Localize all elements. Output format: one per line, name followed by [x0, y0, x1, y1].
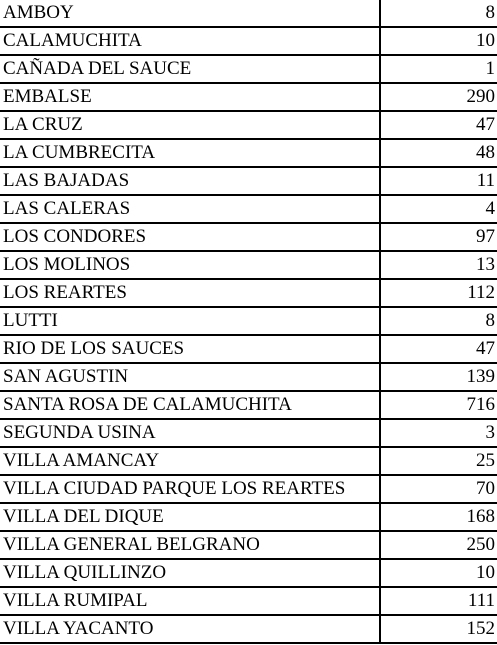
- table-row: [0, 335, 497, 363]
- locality-count-cell[interactable]: 47: [380, 335, 497, 363]
- table-row: [0, 251, 497, 279]
- table-row: [0, 139, 497, 167]
- locality-name-cell[interactable]: CALAMUCHITA: [0, 27, 380, 55]
- locality-count-cell[interactable]: 1: [380, 55, 497, 83]
- locality-name-cell[interactable]: EMBALSE: [0, 83, 380, 111]
- locality-name-cell[interactable]: VILLA AMANCAY: [0, 447, 380, 475]
- table-row: [0, 55, 497, 83]
- locality-name-cell[interactable]: VILLA GENERAL BELGRANO: [0, 531, 380, 559]
- table-row: [0, 111, 497, 139]
- locality-count-cell[interactable]: 47: [380, 111, 497, 139]
- table-row: [0, 223, 497, 251]
- locality-name-cell[interactable]: VILLA DEL DIQUE: [0, 503, 380, 531]
- table-row: [0, 447, 497, 475]
- locality-count-cell[interactable]: 111: [380, 587, 497, 615]
- table-row: [0, 475, 497, 503]
- locality-name-cell[interactable]: RIO DE LOS SAUCES: [0, 335, 380, 363]
- locality-count-cell[interactable]: 11: [380, 167, 497, 195]
- locality-count-cell[interactable]: 10: [380, 559, 497, 587]
- table-row: [0, 419, 497, 447]
- locality-name-cell[interactable]: VILLA QUILLINZO: [0, 559, 380, 587]
- table-row: [0, 0, 497, 27]
- table-row: [0, 531, 497, 559]
- table-row: [0, 615, 497, 643]
- locality-name-cell[interactable]: LAS CALERAS: [0, 195, 380, 223]
- locality-name-cell[interactable]: SAN AGUSTIN: [0, 363, 380, 391]
- locality-count-cell[interactable]: 10: [380, 27, 497, 55]
- locality-name-cell[interactable]: LA CUMBRECITA: [0, 139, 380, 167]
- locality-count-cell[interactable]: 112: [380, 279, 497, 307]
- locality-count-cell[interactable]: 70: [380, 475, 497, 503]
- table-row: [0, 195, 497, 223]
- locality-name-cell[interactable]: LOS CONDORES: [0, 223, 380, 251]
- table-row: [0, 307, 497, 335]
- locality-name-cell[interactable]: VILLA YACANTO: [0, 615, 380, 643]
- table-row: [0, 587, 497, 615]
- table-row: [0, 167, 497, 195]
- locality-count-cell[interactable]: 8: [380, 307, 497, 335]
- table-row: [0, 279, 497, 307]
- locality-count-cell[interactable]: 139: [380, 363, 497, 391]
- locality-name-cell[interactable]: AMBOY: [0, 0, 380, 27]
- locality-name-cell[interactable]: SANTA ROSA DE CALAMUCHITA: [0, 391, 380, 419]
- locality-name-cell[interactable]: LOS REARTES: [0, 279, 380, 307]
- table-row: [0, 559, 497, 587]
- locality-count-cell[interactable]: 25: [380, 447, 497, 475]
- locality-count-cell[interactable]: 152: [380, 615, 497, 643]
- locality-count-cell[interactable]: 716: [380, 391, 497, 419]
- table-row: [0, 27, 497, 55]
- locality-count-cell[interactable]: 97: [380, 223, 497, 251]
- locality-count-cell[interactable]: 13: [380, 251, 497, 279]
- table-row: [0, 83, 497, 111]
- locality-name-cell[interactable]: VILLA CIUDAD PARQUE LOS REARTES: [0, 475, 380, 503]
- locality-name-cell[interactable]: VILLA RUMIPAL: [0, 587, 380, 615]
- table-row: [0, 363, 497, 391]
- locality-count-cell[interactable]: 48: [380, 139, 497, 167]
- locality-name-cell[interactable]: LUTTI: [0, 307, 380, 335]
- locality-count-cell[interactable]: 4: [380, 195, 497, 223]
- table-row: [0, 503, 497, 531]
- locality-count-cell[interactable]: 8: [380, 0, 497, 27]
- locality-name-cell[interactable]: LOS MOLINOS: [0, 251, 380, 279]
- table-row: [0, 391, 497, 419]
- locality-name-cell[interactable]: LA CRUZ: [0, 111, 380, 139]
- locality-count-cell[interactable]: 250: [380, 531, 497, 559]
- locality-count-cell[interactable]: 290: [380, 83, 497, 111]
- locality-name-cell[interactable]: SEGUNDA USINA: [0, 419, 380, 447]
- locality-name-cell[interactable]: CAÑADA DEL SAUCE: [0, 55, 380, 83]
- locality-count-cell[interactable]: 168: [380, 503, 497, 531]
- locality-name-cell[interactable]: LAS BAJADAS: [0, 167, 380, 195]
- locality-count-cell[interactable]: 3: [380, 419, 497, 447]
